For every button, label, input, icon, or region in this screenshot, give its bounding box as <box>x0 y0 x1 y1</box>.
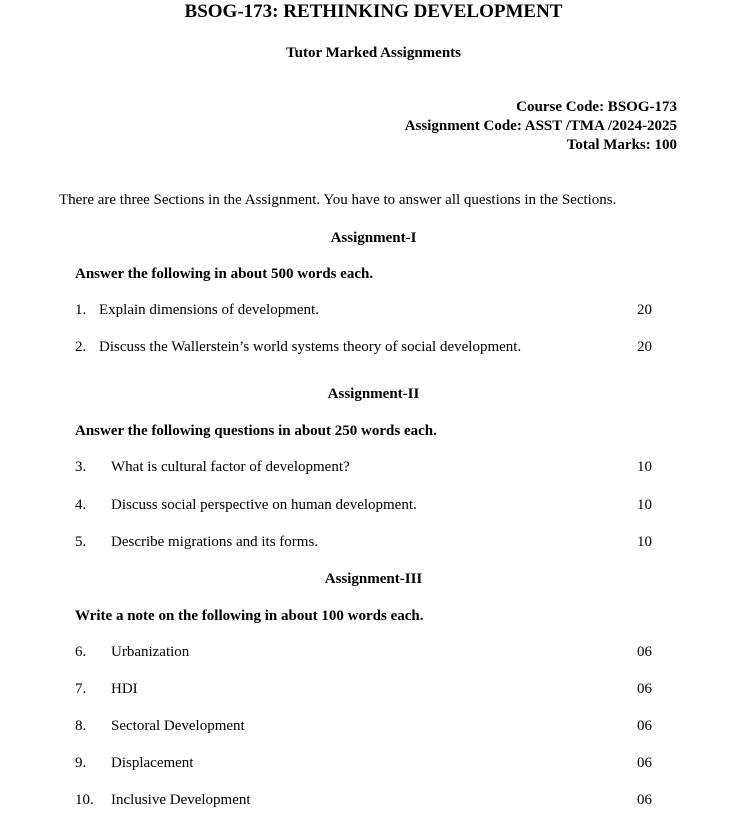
section-heading: Assignment-III <box>324 571 423 587</box>
section-instruction: Answer the following questions in about 250 words each. <box>75 423 437 439</box>
question-text: Describe migrations and its forms. <box>111 534 319 550</box>
question-marks: 10 <box>637 497 652 513</box>
question-number: 1. <box>75 302 87 318</box>
question-text: What is cultural factor of development? <box>111 459 350 475</box>
section-heading: Assignment-I <box>330 230 417 246</box>
question-number: 9. <box>75 755 87 771</box>
question-text: HDI <box>111 681 138 697</box>
question-number: 8. <box>75 718 87 734</box>
question-marks: 06 <box>637 718 652 734</box>
question-marks: 20 <box>637 339 652 355</box>
question-marks: 06 <box>637 755 652 771</box>
question-number: 2. <box>75 339 87 355</box>
section-instruction: Answer the following in about 500 words each. <box>75 266 374 282</box>
question-text: Urbanization <box>111 644 190 660</box>
question-marks: 20 <box>637 302 652 318</box>
question-marks: 10 <box>637 459 652 475</box>
question-marks: 10 <box>637 534 652 550</box>
question-number: 6. <box>75 644 87 660</box>
total-marks: Total Marks: 100 <box>566 137 677 153</box>
question-text: Discuss the Wallerstein’s world systems theory of social development. <box>99 339 522 355</box>
question-text: Displacement <box>111 755 194 771</box>
assignment-code: Assignment Code: ASST /TMA /2024-2025 <box>404 118 677 134</box>
course-code: Course Code: BSOG-173 <box>516 99 677 115</box>
question-number: 5. <box>75 534 87 550</box>
section-heading: Assignment-II <box>327 386 420 402</box>
question-marks: 06 <box>637 792 652 808</box>
question-text: Explain dimensions of development. <box>99 302 319 318</box>
question-number: 10. <box>75 792 94 808</box>
question-text: Discuss social perspective on human development. <box>111 497 417 513</box>
intro-text: There are three Sections in the Assignment. You have to answer all questions in the Sections. <box>59 192 617 208</box>
question-marks: 06 <box>637 681 652 697</box>
section-instruction: Write a note on the following in about 100 words each. <box>75 608 424 624</box>
document-title: BSOG-173: RETHINKING DEVELOPMENT <box>184 1 563 22</box>
question-number: 7. <box>75 681 87 697</box>
question-marks: 06 <box>637 644 652 660</box>
question-text: Inclusive Development <box>111 792 251 808</box>
document-subtitle: Tutor Marked Assignments <box>285 45 462 61</box>
question-number: 3. <box>75 459 87 475</box>
question-text: Sectoral Development <box>111 718 245 734</box>
question-number: 4. <box>75 497 87 513</box>
